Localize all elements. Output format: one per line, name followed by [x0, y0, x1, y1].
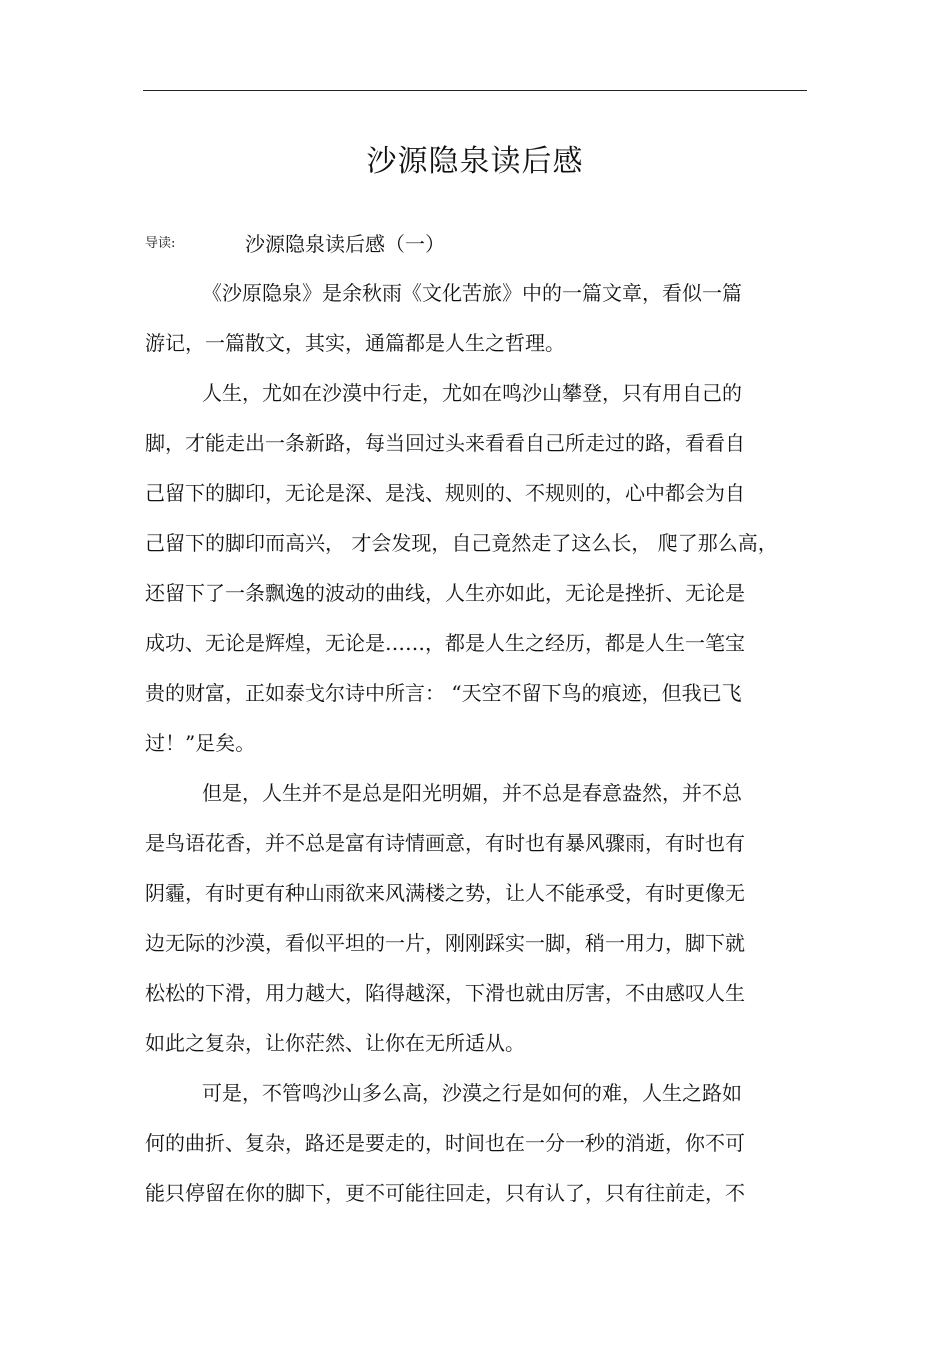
paragraph-line: 何的曲折、复杂，路还是要走的，时间也在一分一秒的消逝，你不可: [145, 1131, 745, 1155]
header-rule: [143, 90, 807, 91]
paragraph-line: 己留下的脚印，无论是深、是浅、规则的、不规则的，心中都会为自: [145, 481, 745, 505]
paragraph-line: 己留下的脚印而高兴， 才会发现，自己竟然走了这么长， 爬了那么高，: [145, 531, 778, 555]
paragraph-line: 贵的财富，正如泰戈尔诗中所言： “天空不留下鸟的痕迹，但我已飞: [145, 681, 742, 705]
paragraph-line: 脚，才能走出一条新路，每当回过头来看看自己所走过的路，看看自: [145, 431, 745, 455]
paragraph-line: 但是，人生并不是总是阳光明媚，并不总是春意盎然，并不总: [202, 781, 742, 805]
paragraph-line: 还留下了一条飘逸的波动的曲线，人生亦如此，无论是挫折、无论是: [145, 581, 745, 605]
paragraph-line: 《沙原隐泉》是余秋雨《文化苦旅》中的一篇文章，看似一篇: [202, 281, 742, 305]
paragraph-line: 如此之复杂，让你茫然、让你在无所适从。: [145, 1031, 525, 1055]
paragraph-line: 能只停留在你的脚下，更不可能往回走，只有认了，只有往前走，不: [145, 1181, 745, 1205]
document-title: 沙源隐泉读后感: [366, 144, 584, 179]
paragraph-line: 边无际的沙漠，看似平坦的一片，刚刚踩实一脚，稍一用力，脚下就: [145, 931, 745, 955]
guide-text: 沙源隐泉读后感（一）: [245, 232, 445, 256]
guide-label: 导读:: [145, 236, 176, 251]
paragraph-line: 过！”足矣。: [145, 731, 256, 755]
paragraph-line: 可是，不管鸣沙山多么高，沙漠之行是如何的难，人生之路如: [202, 1081, 742, 1105]
paragraph-line: 松松的下滑，用力越大，陷得越深，下滑也就由厉害，不由感叹人生: [145, 981, 745, 1005]
paragraph-line: 是鸟语花香，并不总是富有诗情画意，有时也有暴风骤雨，有时也有: [145, 831, 745, 855]
paragraph-line: 阴霾，有时更有种山雨欲来风满楼之势，让人不能承受，有时更像无: [145, 881, 745, 905]
paragraph-line: 游记，一篇散文，其实，通篇都是人生之哲理。: [145, 331, 565, 355]
paragraph-line: 人生，尤如在沙漠中行走，尤如在鸣沙山攀登，只有用自己的: [202, 381, 742, 405]
paragraph-line: 成功、无论是辉煌，无论是……，都是人生之经历，都是人生一笔宝: [145, 631, 745, 655]
